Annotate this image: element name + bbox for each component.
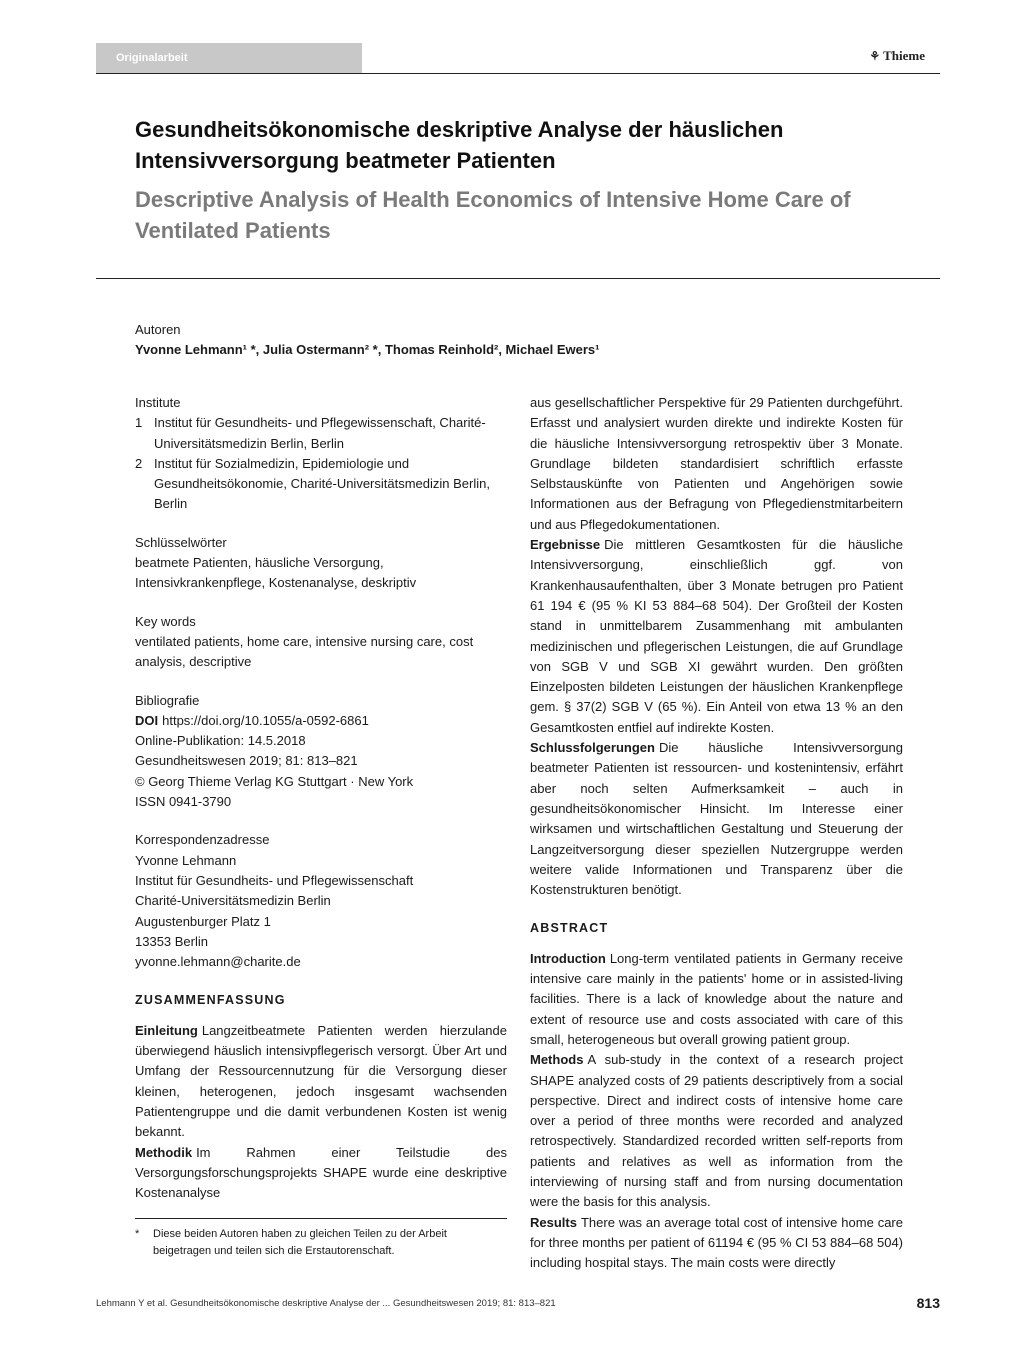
introduction-label: Introduction (530, 950, 606, 966)
schluss-paragraph (530, 738, 903, 900)
correspondence-line: Augustenburger Platz 1 (135, 913, 271, 929)
correspondence-line: Institut für Gesundheits- und Pflegewissenschaft (135, 872, 414, 888)
introduction-text: Long-term ventilated patients in Germany receive intensive care mainly in the patients' home or in assisted-living facilities. There is a lack of knowledge about the nature and extent of resource use and costs associated with care of this small, heterogeneous but overall growing patient group. (530, 950, 903, 1047)
methodik-text: Im Rahmen einer Teilstudie des Versorgungsforschungsprojekts SHAPE wurde eine deskriptive Kostenanalyse (135, 1144, 507, 1201)
methodik-continued: aus gesellschaftlicher Perspektive für 29 Patienten durchgeführt. Erfasst und analysiert wurden direkte und indirekte Kosten für die häusliche Intensivversorgung retrospektiv über 3 Monate. Grundlage bildeten standardisiert schriftlich erfasste Selbstauskünfte von Patienten und Angehörigen sowie Informationen aus der Befragung von Pflegedienstmitarbeitern und aus Pflegedokumentationen. (530, 395, 903, 532)
title-english: Descriptive Analysis of Health Economics of Intensive Home Care of Ventilated Patients (135, 187, 851, 243)
methodik-paragraph (135, 1143, 507, 1204)
thieme-logo-icon: ⚘ (869, 49, 881, 63)
results-paragraph (530, 1213, 903, 1274)
institutes-section (135, 393, 507, 515)
issn-line: ISSN 0941-3790 (135, 794, 232, 810)
page-number: 813 (916, 1295, 940, 1311)
abstract-section (530, 918, 903, 1273)
results-label: Results (530, 1214, 577, 1230)
methods-text: A sub-study in the context of a research project SHAPE analyzed costs of 29 patients descriptively from a social perspective. Direct and indirect costs of intensive home care over a period of three months were recorded and analyzed retrospectively. Standardized recorded written self-reports from patients and relatives as well as information from the interviewing of nursing staff and from nursing documentation were the basis for this analysis. (530, 1052, 903, 1210)
footnote (135, 1226, 507, 1260)
ergebnisse-text: Die mittleren Gesamtkosten für die häusliche Intensivversorgung, einschließlich ggf. von Krankenhausaufenthalten, über 3 Monate betrugen pro Patient 61 194 € (95 % KI 53 884–68 504). Der Großteil der Kosten stand in unmittelbarem Zusammenhang mit ambulanten medizinischen und pflegerischen Leistungen, die auf Grundlage von SGB V und SGB XI gewährt wurden. Den größten Einzelposten bildeten Leistungen der häuslichen Krankenpflege gem. § 37(2) SGB V (65 %). Ein Anteil von etwa 13 % an den Gesamtkosten entfiel auf indirekte Kosten. (530, 537, 903, 735)
correspondence-email[interactable]: yvonne.lehmann@charite.de (135, 954, 301, 970)
keywords-en-text: ventilated patients, home care, intensive nursing care, cost analysis, descriptive (135, 633, 474, 670)
footer-citation: Lehmann Y et al. Gesundheitsökonomische deskriptive Analyse der ... Gesundheitswesen 2019; 81: 813–821 (96, 1298, 556, 1309)
methods-label: Methods (530, 1052, 584, 1068)
institutes-heading: Institute (135, 395, 181, 410)
keywords-de-heading: Schlüsselwörter (135, 534, 227, 550)
left-column (135, 393, 507, 1203)
footnote-rule (135, 1218, 507, 1219)
correspondence-line: Yvonne Lehmann (135, 852, 237, 868)
copyright-line: © Georg Thieme Verlag KG Stuttgart · New York (135, 773, 414, 789)
institute-item (135, 454, 507, 515)
institute-text: Institut für Sozialmedizin, Epidemiologie und Gesundheitsökonomie, Charité-Universitätsmedizin Berlin, Berlin (154, 455, 490, 512)
correspondence-line: Charité-Universitätsmedizin Berlin (135, 893, 331, 909)
ergebnisse-paragraph (530, 535, 903, 738)
einleitung-text: Langzeitbeatmete Patienten werden hierzulande überwiegend häuslich intensivpflegerisch versorgt. Über Art und Umfang der Ressourcennutzung für die Versorgung dieser kleinen, heterogenen, jedoch insgesamt wachsenden Patientengruppe und die damit verbundenen Kosten ist wenig bekannt. (135, 1022, 507, 1140)
journal-citation: Gesundheitswesen 2019; 81: 813–821 (135, 753, 358, 769)
authors-block (135, 320, 895, 360)
section-label: Originalarbeit (96, 43, 362, 73)
section-spacer (530, 900, 903, 918)
abstract-heading: ABSTRACT (530, 921, 609, 936)
footnote-text: Diese beiden Autoren haben zu gleichen Teilen zu der Arbeit beigetragen und teilen sich die Erstautorenschaft. (153, 1228, 447, 1257)
einleitung-label: Einleitung (135, 1022, 198, 1038)
schluss-text: Die häusliche Intensivversorgung beatmeter Patienten ist ressourcen- und kostenintensiv, erfährt aber noch selten Aufmerksamkeit – auch in gesundheitsökonomischer Hinsicht. Im Interesse einer wirksamen und wirtschaftlichen Gestaltung und Steuerung der Langzeitversorgung dieser speziellen Nutzergruppe werden weitere valide Informationen und Transparenz über die Kostenstrukturen benötigt. (530, 740, 903, 898)
correspondence-heading: Korrespondenzadresse (135, 832, 270, 848)
institute-number: 1 (135, 415, 143, 431)
footnote-marker: * (135, 1228, 140, 1240)
header-rule (96, 73, 940, 74)
results-text: There was an average total cost of intensive home care for three months per patient of 61194 € (95 % CI 53 884–68 504) including hospital stays. The main costs were directly (530, 1214, 903, 1271)
schluss-label: Schlussfolgerungen (530, 740, 655, 756)
zusammenfassung-heading: ZUSAMMENFASSUNG (135, 993, 286, 1008)
introduction-paragraph (530, 949, 903, 1050)
methods-paragraph (530, 1050, 903, 1212)
institute-item (135, 413, 507, 454)
publisher-logo (869, 48, 925, 64)
institute-text: Institut für Gesundheits- und Pflegewissenschaft, Charité-Universitätsmedizin Berlin, Berlin (154, 415, 486, 451)
publisher-name: Thieme (883, 48, 925, 63)
authors-names: Yvonne Lehmann¹ *, Julia Ostermann² *, Thomas Reinhold², Michael Ewers¹ (135, 342, 600, 357)
keywords-en-section (135, 612, 507, 673)
zusammenfassung-section (135, 990, 507, 1203)
doi-line (135, 711, 507, 731)
authors-label: Autoren (135, 322, 181, 337)
online-publication: Online-Publikation: 14.5.2018 (135, 733, 306, 749)
title-german: Gesundheitsökonomische deskriptive Analyse der häuslichen Intensivversorgung beatmeter Patienten (135, 117, 784, 173)
einleitung-paragraph (135, 1021, 507, 1143)
institute-number: 2 (135, 455, 143, 471)
title-rule (96, 278, 940, 279)
keywords-en-heading: Key words (135, 613, 196, 629)
correspondence-line: 13353 Berlin (135, 933, 208, 949)
bibliography-heading: Bibliografie (135, 692, 200, 708)
right-column (530, 393, 903, 1273)
bibliography-section (135, 691, 507, 813)
methodik-label: Methodik (135, 1144, 193, 1160)
doi-label: DOI (135, 712, 159, 728)
keywords-de-text: beatmete Patienten, häusliche Versorgung, Intensivkrankenpflege, Kostenanalyse, deskriptiv (135, 555, 417, 591)
keywords-de-section (135, 533, 507, 594)
correspondence-section (135, 830, 507, 972)
ergebnisse-label: Ergebnisse (530, 537, 601, 553)
doi-link[interactable]: https://doi.org/10.1055/a-0592-6861 (162, 712, 369, 728)
